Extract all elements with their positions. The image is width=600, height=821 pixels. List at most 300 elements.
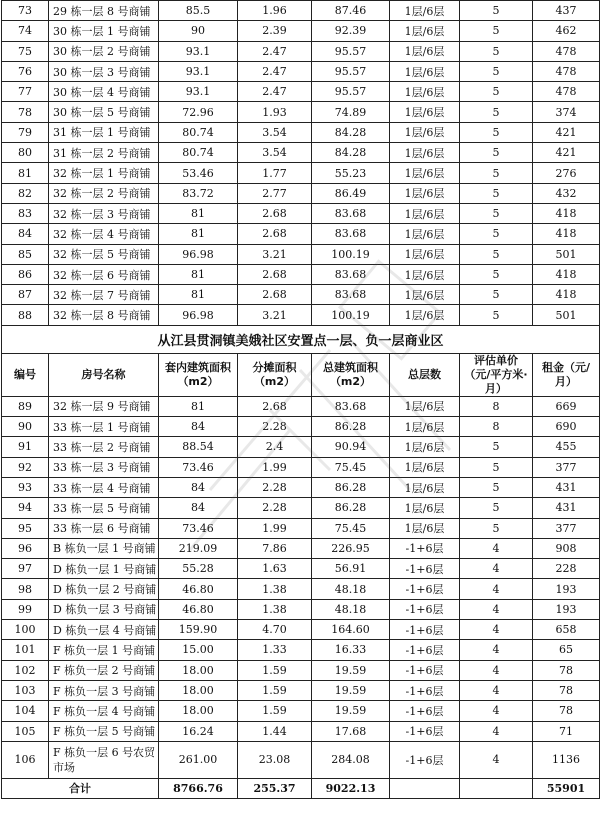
cell-floors: 1层/6层: [390, 285, 460, 305]
cell-shared-area: 7.86: [238, 538, 312, 558]
table-body-bottom: [2, 396, 600, 741]
cell-room-name: 32 栋一层 2 号商铺: [49, 183, 159, 203]
cell-rent: 658: [533, 620, 600, 640]
cell-floors: 1层/6层: [390, 41, 460, 61]
cell-unit-price: 5: [460, 203, 533, 223]
cell-inner-area: 93.1: [159, 82, 238, 102]
cell-unit-price: 5: [460, 122, 533, 142]
cell-shared-area: 2.68: [238, 203, 312, 223]
cell-unit-price: 5: [460, 518, 533, 538]
cell-unit-price: 5: [460, 477, 533, 497]
cell-unit-price: 5: [460, 264, 533, 284]
cell-inner-area: 84: [159, 498, 238, 518]
cell-id: 81: [2, 163, 49, 183]
cell-id: 87: [2, 285, 49, 305]
cell-room-name: 32 栋一层 1 号商铺: [49, 163, 159, 183]
cell-shared-area: 4.70: [238, 620, 312, 640]
cell-rent: 193: [533, 579, 600, 599]
cell-gross-area: 95.57: [312, 82, 390, 102]
cell-unit-price: 4: [460, 559, 533, 579]
cell-id: 78: [2, 102, 49, 122]
table-row: [2, 41, 600, 61]
cell-unit-price: 5: [460, 21, 533, 41]
cell-unit-price: 4: [460, 599, 533, 619]
cell-inner-area: 18.00: [159, 701, 238, 721]
cell-rent: 462: [533, 21, 600, 41]
cell-rent: 418: [533, 203, 600, 223]
cell-rent: 421: [533, 143, 600, 163]
cell-room-name: D 栋负一层 4 号商铺: [49, 620, 159, 640]
cell-unit-price: 5: [460, 244, 533, 264]
cell-room-name: F 栋负一层 1 号商铺: [49, 640, 159, 660]
cell-room-name: F 栋负一层 5 号商铺: [49, 721, 159, 741]
cell-rent: 1136: [533, 741, 600, 778]
cell-gross-area: 55.23: [312, 163, 390, 183]
cell-rent: 437: [533, 1, 600, 21]
cell-rent: 228: [533, 559, 600, 579]
cell-id: 92: [2, 457, 49, 477]
header-floors: 总层数: [390, 353, 460, 396]
cell-unit-price: 4: [460, 741, 533, 778]
cell-shared-area: 2.68: [238, 264, 312, 284]
cell-inner-area: 84: [159, 417, 238, 437]
cell-shared-area: 2.47: [238, 61, 312, 81]
cell-shared-area: 3.21: [238, 305, 312, 325]
cell-inner-area: 90: [159, 21, 238, 41]
cell-id: 74: [2, 21, 49, 41]
rental-table: [1, 0, 600, 799]
cell-unit-price: 8: [460, 396, 533, 416]
total-unit-price: [460, 778, 533, 798]
cell-floors: 1层/6层: [390, 264, 460, 284]
cell-unit-price: 5: [460, 457, 533, 477]
cell-floors: 1层/6层: [390, 21, 460, 41]
cell-room-name: 32 栋一层 4 号商铺: [49, 224, 159, 244]
cell-shared-area: 1.99: [238, 457, 312, 477]
cell-room-name: 32 栋一层 9 号商铺: [49, 396, 159, 416]
cell-id: 104: [2, 701, 49, 721]
total-label: 合计: [2, 778, 159, 798]
cell-gross-area: 48.18: [312, 599, 390, 619]
cell-id: 102: [2, 660, 49, 680]
cell-room-name: 32 栋一层 6 号商铺: [49, 264, 159, 284]
header-shared-area: 分摊面积（m2）: [238, 353, 312, 396]
cell-room-name: 33 栋一层 1 号商铺: [49, 417, 159, 437]
cell-rent: 908: [533, 538, 600, 558]
cell-gross-area: 100.19: [312, 305, 390, 325]
cell-gross-area: 83.68: [312, 285, 390, 305]
cell-unit-price: 5: [460, 61, 533, 81]
table-row: [2, 82, 600, 102]
cell-gross-area: 86.28: [312, 417, 390, 437]
cell-floors: -1+6层: [390, 721, 460, 741]
cell-gross-area: 19.59: [312, 701, 390, 721]
cell-shared-area: 2.68: [238, 224, 312, 244]
cell-gross-area: 83.68: [312, 396, 390, 416]
cell-room-name: 33 栋一层 3 号商铺: [49, 457, 159, 477]
cell-id: 76: [2, 61, 49, 81]
cell-room-name: F 栋负一层 4 号商铺: [49, 701, 159, 721]
cell-id: 86: [2, 264, 49, 284]
cell-inner-area: 96.98: [159, 305, 238, 325]
cell-shared-area: 1.59: [238, 660, 312, 680]
cell-id: 89: [2, 396, 49, 416]
cell-unit-price: 5: [460, 498, 533, 518]
cell-rent: 418: [533, 264, 600, 284]
table-row: [2, 620, 600, 640]
cell-floors: 1层/6层: [390, 122, 460, 142]
cell-shared-area: 2.47: [238, 82, 312, 102]
cell-shared-area: 3.21: [238, 244, 312, 264]
cell-id: 85: [2, 244, 49, 264]
cell-gross-area: 83.68: [312, 224, 390, 244]
cell-floors: -1+6层: [390, 599, 460, 619]
cell-room-name: D 栋负一层 2 号商铺: [49, 579, 159, 599]
cell-floors: 1层/6层: [390, 203, 460, 223]
cell-gross-area: 90.94: [312, 437, 390, 457]
table-row: [2, 163, 600, 183]
cell-id: 96: [2, 538, 49, 558]
cell-floors: 1层/6层: [390, 61, 460, 81]
cell-rent: 78: [533, 701, 600, 721]
table-row: [2, 518, 600, 538]
cell-room-name: 33 栋一层 6 号商铺: [49, 518, 159, 538]
cell-gross-area: 83.68: [312, 264, 390, 284]
cell-shared-area: 1.77: [238, 163, 312, 183]
cell-floors: -1+6层: [390, 620, 460, 640]
table-row: [2, 721, 600, 741]
table-row: [2, 285, 600, 305]
cell-floors: 1层/6层: [390, 457, 460, 477]
cell-inner-area: 18.00: [159, 660, 238, 680]
cell-gross-area: 87.46: [312, 1, 390, 21]
cell-floors: -1+6层: [390, 660, 460, 680]
cell-unit-price: 8: [460, 417, 533, 437]
cell-gross-area: 92.39: [312, 21, 390, 41]
cell-rent: 455: [533, 437, 600, 457]
cell-inner-area: 81: [159, 285, 238, 305]
cell-id: 105: [2, 721, 49, 741]
table-row: [2, 224, 600, 244]
table-row: [2, 61, 600, 81]
cell-floors: 1层/6层: [390, 82, 460, 102]
cell-rent: 377: [533, 518, 600, 538]
cell-id: 82: [2, 183, 49, 203]
cell-shared-area: 1.38: [238, 599, 312, 619]
header-rent: 租金（元/月）: [533, 353, 600, 396]
cell-shared-area: 2.68: [238, 396, 312, 416]
cell-unit-price: 5: [460, 143, 533, 163]
table-row: [2, 680, 600, 700]
table-row: [2, 640, 600, 660]
cell-room-name: 33 栋一层 4 号商铺: [49, 477, 159, 497]
cell-room-name: B 栋负一层 1 号商铺: [49, 538, 159, 558]
cell-rent: 78: [533, 660, 600, 680]
cell-inner-area: 159.90: [159, 620, 238, 640]
cell-rent: 374: [533, 102, 600, 122]
cell-id: 91: [2, 437, 49, 457]
cell-shared-area: 1.96: [238, 1, 312, 21]
cell-shared-area: 2.47: [238, 41, 312, 61]
cell-room-name: 33 栋一层 5 号商铺: [49, 498, 159, 518]
cell-shared-area: 2.4: [238, 437, 312, 457]
cell-floors: 1层/6层: [390, 396, 460, 416]
cell-rent: 478: [533, 61, 600, 81]
header-unit-price: 评估单价（元/平方米·月）: [460, 353, 533, 396]
cell-unit-price: 4: [460, 538, 533, 558]
cell-rent: 71: [533, 721, 600, 741]
cell-gross-area: 86.28: [312, 498, 390, 518]
cell-id: 90: [2, 417, 49, 437]
cell-floors: 1层/6层: [390, 183, 460, 203]
cell-inner-area: 80.74: [159, 143, 238, 163]
cell-unit-price: 4: [460, 701, 533, 721]
cell-rent: 78: [533, 680, 600, 700]
cell-unit-price: 4: [460, 620, 533, 640]
cell-rent: 418: [533, 224, 600, 244]
cell-inner-area: 261.00: [159, 741, 238, 778]
cell-inner-area: 73.46: [159, 457, 238, 477]
cell-rent: 478: [533, 41, 600, 61]
cell-rent: 478: [533, 82, 600, 102]
table-row: [2, 660, 600, 680]
cell-room-name: 30 栋一层 5 号商铺: [49, 102, 159, 122]
cell-gross-area: 86.49: [312, 183, 390, 203]
cell-inner-area: 73.46: [159, 518, 238, 538]
header-gross-area: 总建筑面积（m2）: [312, 353, 390, 396]
cell-shared-area: 1.99: [238, 518, 312, 538]
table-row: [2, 183, 600, 203]
cell-id: 99: [2, 599, 49, 619]
cell-shared-area: 2.68: [238, 285, 312, 305]
cell-shared-area: 3.54: [238, 122, 312, 142]
cell-id: 98: [2, 579, 49, 599]
cell-shared-area: 1.38: [238, 579, 312, 599]
table-row: [2, 305, 600, 325]
table-row: [2, 599, 600, 619]
cell-shared-area: 1.63: [238, 559, 312, 579]
cell-inner-area: 81: [159, 224, 238, 244]
table-row: [2, 102, 600, 122]
cell-inner-area: 96.98: [159, 244, 238, 264]
cell-room-name: 30 栋一层 2 号商铺: [49, 41, 159, 61]
cell-floors: 1层/6层: [390, 102, 460, 122]
cell-inner-area: 84: [159, 477, 238, 497]
cell-unit-price: 5: [460, 437, 533, 457]
cell-rent: 65: [533, 640, 600, 660]
cell-gross-area: 17.68: [312, 721, 390, 741]
table-footer: [2, 741, 600, 798]
cell-floors: -1+6层: [390, 559, 460, 579]
cell-gross-area: 164.60: [312, 620, 390, 640]
table-row: [2, 143, 600, 163]
cell-unit-price: 4: [460, 680, 533, 700]
cell-inner-area: 46.80: [159, 579, 238, 599]
header-room-name: 房号名称: [49, 353, 159, 396]
table-row: [2, 701, 600, 721]
cell-inner-area: 93.1: [159, 41, 238, 61]
cell-gross-area: 75.45: [312, 518, 390, 538]
cell-unit-price: 5: [460, 102, 533, 122]
cell-room-name: F 栋负一层 3 号商铺: [49, 680, 159, 700]
table-row: [2, 1, 600, 21]
cell-gross-area: 56.91: [312, 559, 390, 579]
cell-shared-area: 2.39: [238, 21, 312, 41]
table-row: [2, 538, 600, 558]
total-floors: [390, 778, 460, 798]
cell-unit-price: 5: [460, 285, 533, 305]
cell-gross-area: 74.89: [312, 102, 390, 122]
cell-gross-area: 226.95: [312, 538, 390, 558]
cell-room-name: 30 栋一层 1 号商铺: [49, 21, 159, 41]
cell-floors: -1+6层: [390, 579, 460, 599]
cell-room-name: 30 栋一层 3 号商铺: [49, 61, 159, 81]
cell-id: 80: [2, 143, 49, 163]
cell-id: 83: [2, 203, 49, 223]
table-body-top: [2, 1, 600, 326]
cell-id: 93: [2, 477, 49, 497]
cell-floors: -1+6层: [390, 680, 460, 700]
cell-room-name: 32 栋一层 7 号商铺: [49, 285, 159, 305]
cell-gross-area: 19.59: [312, 660, 390, 680]
cell-rent: 276: [533, 163, 600, 183]
cell-rent: 432: [533, 183, 600, 203]
cell-floors: 1层/6层: [390, 498, 460, 518]
cell-rent: 501: [533, 305, 600, 325]
cell-inner-area: 18.00: [159, 680, 238, 700]
cell-unit-price: 4: [460, 579, 533, 599]
cell-inner-area: 93.1: [159, 61, 238, 81]
table-row: [2, 477, 600, 497]
cell-room-name: 29 栋一层 8 号商铺: [49, 1, 159, 21]
cell-room-name: 32 栋一层 3 号商铺: [49, 203, 159, 223]
cell-room-name: 32 栋一层 8 号商铺: [49, 305, 159, 325]
cell-shared-area: 1.93: [238, 102, 312, 122]
cell-id: 100: [2, 620, 49, 640]
cell-shared-area: 2.28: [238, 417, 312, 437]
cell-floors: 1层/6层: [390, 143, 460, 163]
cell-floors: 1层/6层: [390, 224, 460, 244]
cell-rent: 377: [533, 457, 600, 477]
cell-shared-area: 3.54: [238, 143, 312, 163]
cell-shared-area: 2.28: [238, 477, 312, 497]
cell-inner-area: 81: [159, 396, 238, 416]
table-row: [2, 396, 600, 416]
cell-rent: 690: [533, 417, 600, 437]
cell-floors: -1+6层: [390, 538, 460, 558]
cell-gross-area: 84.28: [312, 143, 390, 163]
cell-floors: 1层/6层: [390, 417, 460, 437]
cell-room-name: 32 栋一层 5 号商铺: [49, 244, 159, 264]
header-inner-area: 套内建筑面积（m2）: [159, 353, 238, 396]
cell-shared-area: 2.28: [238, 498, 312, 518]
cell-inner-area: 88.54: [159, 437, 238, 457]
cell-rent: 193: [533, 599, 600, 619]
cell-inner-area: 55.28: [159, 559, 238, 579]
cell-id: 97: [2, 559, 49, 579]
cell-room-name: 33 栋一层 2 号商铺: [49, 437, 159, 457]
cell-gross-area: 75.45: [312, 457, 390, 477]
cell-id: 75: [2, 41, 49, 61]
cell-floors: 1层/6层: [390, 1, 460, 21]
cell-unit-price: 5: [460, 163, 533, 183]
cell-gross-area: 95.57: [312, 61, 390, 81]
cell-rent: 431: [533, 498, 600, 518]
header-id: 编号: [2, 353, 49, 396]
cell-id: 77: [2, 82, 49, 102]
cell-inner-area: 85.5: [159, 1, 238, 21]
cell-rent: 421: [533, 122, 600, 142]
table-row: [2, 203, 600, 223]
column-headers: [2, 353, 600, 396]
cell-floors: 1层/6层: [390, 305, 460, 325]
cell-floors: -1+6层: [390, 640, 460, 660]
cell-id: 94: [2, 498, 49, 518]
cell-gross-area: 86.28: [312, 477, 390, 497]
cell-inner-area: 15.00: [159, 640, 238, 660]
cell-room-name: 31 栋一层 1 号商铺: [49, 122, 159, 142]
cell-floors: 1层/6层: [390, 163, 460, 183]
cell-room-name: D 栋负一层 3 号商铺: [49, 599, 159, 619]
cell-gross-area: 95.57: [312, 41, 390, 61]
cell-inner-area: 81: [159, 203, 238, 223]
table-row: [2, 559, 600, 579]
cell-room-name: F 栋负一层 2 号商铺: [49, 660, 159, 680]
cell-shared-area: 1.59: [238, 680, 312, 700]
cell-unit-price: 4: [460, 640, 533, 660]
table-row: [2, 457, 600, 477]
cell-id: 84: [2, 224, 49, 244]
cell-unit-price: 5: [460, 305, 533, 325]
cell-floors: -1+6层: [390, 701, 460, 721]
cell-inner-area: 72.96: [159, 102, 238, 122]
cell-unit-price: 5: [460, 82, 533, 102]
cell-shared-area: 23.08: [238, 741, 312, 778]
table-row: [2, 741, 600, 778]
total-inner-area: 8766.76: [159, 778, 238, 798]
cell-unit-price: 5: [460, 41, 533, 61]
cell-id: 106: [2, 741, 49, 778]
cell-unit-price: 5: [460, 224, 533, 244]
cell-inner-area: 219.09: [159, 538, 238, 558]
table-row: [2, 122, 600, 142]
cell-floors: -1+6层: [390, 741, 460, 778]
cell-rent: 501: [533, 244, 600, 264]
table-row: [2, 579, 600, 599]
table-row: [2, 437, 600, 457]
cell-inner-area: 16.24: [159, 721, 238, 741]
total-shared-area: 255.37: [238, 778, 312, 798]
cell-id: 73: [2, 1, 49, 21]
cell-room-name: 30 栋一层 4 号商铺: [49, 82, 159, 102]
cell-shared-area: 1.44: [238, 721, 312, 741]
cell-gross-area: 48.18: [312, 579, 390, 599]
cell-inner-area: 46.80: [159, 599, 238, 619]
cell-id: 103: [2, 680, 49, 700]
total-rent: 55901: [533, 778, 600, 798]
table-row: [2, 244, 600, 264]
table-row: [2, 264, 600, 284]
section-header: [2, 325, 600, 396]
cell-id: 95: [2, 518, 49, 538]
cell-inner-area: 81: [159, 264, 238, 284]
cell-inner-area: 53.46: [159, 163, 238, 183]
cell-inner-area: 83.72: [159, 183, 238, 203]
cell-room-name: D 栋负一层 1 号商铺: [49, 559, 159, 579]
total-gross-area: 9022.13: [312, 778, 390, 798]
cell-rent: 418: [533, 285, 600, 305]
cell-gross-area: 16.33: [312, 640, 390, 660]
